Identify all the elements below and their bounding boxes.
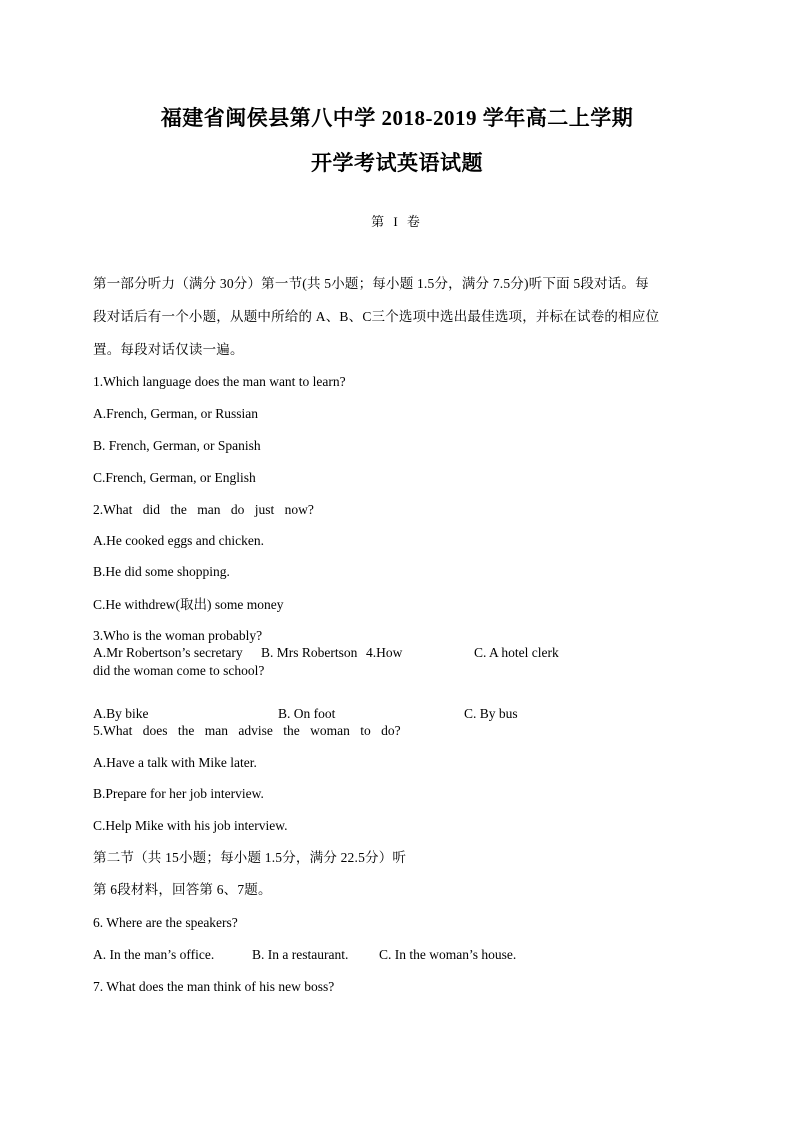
question-1-option-a: A.French, German, or Russian: [93, 406, 258, 421]
part2-instructions-line2: 第 6段材料，回答第 6、7题。: [93, 882, 272, 897]
question-4-option-c: C. By bus: [464, 706, 518, 721]
part2-instructions-line1: 第二节（共 15小题；每小题 1.5分，满分 22.5分）听: [93, 850, 407, 865]
question-4-option-a: A.By bike: [93, 706, 149, 721]
question-2-stem: 2.What did the man do just now?: [93, 502, 314, 517]
question-5-option-b: B.Prepare for her job interview.: [93, 786, 264, 801]
question-7-stem: 7. What does the man think of his new boss?: [93, 979, 335, 994]
question-4-stem-continued: did the woman come to school?: [93, 663, 265, 678]
question-1-option-b: B. French, German, or Spanish: [93, 438, 261, 453]
question-2-option-b: B.He did some shopping.: [93, 564, 230, 579]
question-6-stem: 6. Where are the speakers?: [93, 915, 238, 930]
question-2-option-a: A.He cooked eggs and chicken.: [93, 533, 264, 548]
question-2-option-c: C.He withdrew(取出) some money: [93, 597, 284, 612]
question-5-stem: 5.What does the man advise the woman to do?: [93, 723, 401, 738]
question-1-option-c: C.French, German, or English: [93, 470, 256, 485]
part1-instructions-line2: 段对话后有一个小题，从题中所给的 A、B、C三个选项中选出最佳选项，并标在试卷的相应位: [93, 309, 660, 324]
part1-instructions-line1: 第一部分听力（满分 30分）第一节(共 5小题；每小题 1.5分，满分 7.5分)听下面 5段对话。每: [93, 276, 649, 291]
question-5-option-c: C.Help Mike with his job interview.: [93, 818, 288, 833]
volume-label: 第 I 卷: [371, 214, 423, 229]
question-4-stem-start: 4.How: [366, 645, 403, 660]
part1-instructions-line3: 置。每段对话仅读一遍。: [93, 342, 244, 357]
question-4-option-b: B. On foot: [278, 706, 336, 721]
question-3-option-a: A.Mr Robertson’s secretary: [93, 645, 243, 660]
question-3-option-b: B. Mrs Robertson: [261, 645, 358, 660]
question-6-option-a: A. In the man’s office.: [93, 947, 215, 962]
question-5-option-a: A.Have a talk with Mike later.: [93, 755, 257, 770]
question-6-option-c: C. In the woman’s house.: [379, 947, 517, 962]
question-3-option-c: C. A hotel clerk: [474, 645, 559, 660]
question-1-stem: 1.Which language does the man want to learn?: [93, 374, 346, 389]
exam-title-line2: 开学考试英语试题: [311, 151, 483, 175]
question-3-stem: 3.Who is the woman probably?: [93, 628, 263, 643]
question-6-option-b: B. In a restaurant.: [252, 947, 349, 962]
exam-title-line1: 福建省闽侯县第八中学 2018-2019 学年高二上学期: [160, 106, 634, 130]
